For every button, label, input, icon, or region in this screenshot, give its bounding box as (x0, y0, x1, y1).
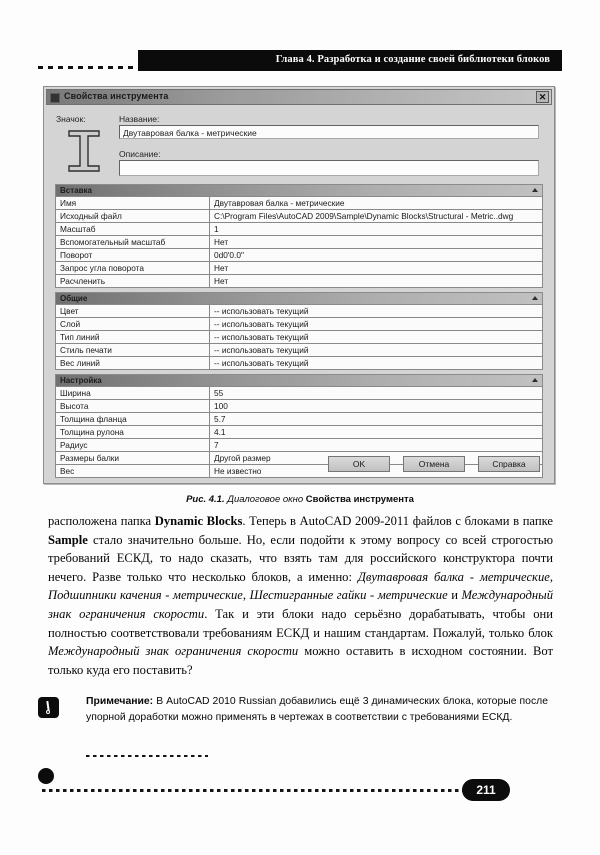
collapse-chevron-icon[interactable] (532, 378, 538, 382)
pen-tip (46, 710, 50, 714)
property-value[interactable]: 55 (210, 387, 543, 400)
property-key: Вес (56, 465, 210, 478)
property-key: Цвет (56, 305, 210, 318)
name-label: Название: (119, 114, 160, 124)
table-row[interactable] (56, 331, 543, 344)
property-value[interactable]: 7 (210, 439, 543, 452)
help-button[interactable]: Справка (478, 456, 540, 472)
property-table-insert (55, 196, 543, 288)
property-value[interactable]: -- использовать текущий (210, 331, 543, 344)
table-row[interactable] (56, 318, 543, 331)
section-header-insert[interactable] (55, 184, 543, 196)
table-row[interactable] (56, 344, 543, 357)
footer-bullet (38, 768, 54, 784)
cancel-button[interactable]: Отмена (403, 456, 465, 472)
property-key: Стиль печати (56, 344, 210, 357)
name-input[interactable]: Двутавровая балка - метрические (119, 125, 539, 139)
chapter-title-text: Глава 4. Разработка и создание своей библиотеки блоков (275, 54, 550, 65)
property-value[interactable]: 100 (210, 400, 543, 413)
dialog-titlebar[interactable] (46, 89, 552, 105)
description-label: Описание: (119, 149, 161, 159)
property-value[interactable]: 1 (210, 223, 543, 236)
icon-label: Значок: (56, 114, 86, 124)
property-key: Масштаб (56, 223, 210, 236)
table-row[interactable] (56, 197, 543, 210)
property-key: Расчленить (56, 275, 210, 288)
property-value[interactable]: Нет (210, 275, 543, 288)
table-row[interactable] (56, 400, 543, 413)
table-row[interactable] (56, 223, 543, 236)
table-row[interactable] (56, 357, 543, 370)
property-value[interactable]: -- использовать текущий (210, 305, 543, 318)
dialog-body (46, 106, 552, 482)
property-value[interactable]: Нет (210, 262, 543, 275)
dialog-title: Свойства инструмента (64, 91, 169, 101)
page-number-badge: 211 (462, 779, 510, 801)
figure-caption-middle: Диалоговое окно (224, 494, 306, 505)
table-row[interactable] (56, 426, 543, 439)
section-header-custom[interactable] (55, 374, 543, 386)
note-dotted-rule (86, 755, 208, 757)
pen-icon (38, 697, 59, 718)
property-value[interactable]: -- использовать текущий (210, 318, 543, 331)
property-value[interactable]: 5.7 (210, 413, 543, 426)
table-row[interactable] (56, 275, 543, 288)
property-key: Толщина фланца (56, 413, 210, 426)
table-row[interactable] (56, 439, 543, 452)
property-key: Исходный файл (56, 210, 210, 223)
property-key: Запрос угла поворота (56, 262, 210, 275)
property-table-general (55, 304, 543, 370)
collapse-chevron-icon[interactable] (532, 296, 538, 300)
collapse-chevron-icon[interactable] (532, 188, 538, 192)
table-row[interactable] (56, 262, 543, 275)
property-key: Имя (56, 197, 210, 210)
property-key: Поворот (56, 249, 210, 262)
property-value[interactable]: Двутавровая балка - метрические (210, 197, 543, 210)
property-key: Вспомогательный масштаб (56, 236, 210, 249)
dialog-button-row (46, 455, 552, 473)
chapter-title-bar (138, 50, 562, 71)
property-key: Радиус (56, 439, 210, 452)
property-value[interactable]: 4.1 (210, 426, 543, 439)
property-key: Ширина (56, 387, 210, 400)
table-row[interactable] (56, 210, 543, 223)
table-row[interactable] (56, 236, 543, 249)
tool-properties-dialog (43, 86, 555, 484)
property-value[interactable]: Нет (210, 236, 543, 249)
i-beam-preview-icon (64, 128, 104, 174)
header-dotted-rule (38, 66, 143, 69)
property-key: Тип линий (56, 331, 210, 344)
property-key: Вес линий (56, 357, 210, 370)
figure-number: Рис. 4.1. (186, 494, 225, 505)
property-key: Толщина рулона (56, 426, 210, 439)
footer-dotted-rule (42, 789, 467, 792)
property-key: Размеры балки (56, 452, 210, 465)
body-paragraph: расположена папка Dynamic Blocks. Теперь в AutoCAD 2009-2011 файлов с блоками в папке Sample стало значительно больше. Но, если подойти к этому вопросу со всей строгостью требований ЕСКД, то надо сказать, что взять там для российского конструктора почти нечего. Разве только что несколько блоков, а именно: Двутавровая балка - метрические, Подшипники качения - метрические, Шестигранные гайки - метрические и Международный знак ограничения скорости. Так и эти блоки надо серьёзно дорабатывать, чтобы они полностью соответствовали требованиям ЕСКД и нашим стандартам. Пожалуй, только блок Международный знак ограничения скорости можно оставить в исходном состоянии. Вот только куда его поставить? (48, 514, 554, 677)
figure-caption-bold: Свойства инструмента (305, 494, 414, 505)
property-value[interactable]: C:\Program Files\AutoCAD 2009\Sample\Dynamic Blocks\Structural - Metric..dwg (210, 210, 543, 223)
property-value[interactable]: -- использовать текущий (210, 357, 543, 370)
table-row[interactable] (56, 249, 543, 262)
section-header-general[interactable] (55, 292, 543, 304)
property-key: Высота (56, 400, 210, 413)
close-icon[interactable]: ✕ (536, 91, 549, 103)
property-value[interactable]: 0d0'0.0" (210, 249, 543, 262)
ok-button[interactable]: OK (328, 456, 390, 472)
property-value[interactable]: Другой размер (210, 452, 543, 465)
table-row[interactable] (56, 413, 543, 426)
property-key: Слой (56, 318, 210, 331)
running-header (0, 50, 600, 72)
application-icon (50, 93, 60, 103)
section-title: Общие (60, 294, 88, 303)
property-value[interactable]: -- использовать текущий (210, 344, 543, 357)
table-row[interactable] (56, 387, 543, 400)
property-value[interactable]: Не известно (210, 465, 543, 478)
description-input[interactable] (119, 160, 539, 176)
section-title: Вставка (60, 186, 92, 195)
table-row[interactable] (56, 305, 543, 318)
note-text: Примечание: В AutoCAD 2010 Russian добавились ещё 3 динамических блока, которые после упорной доработки можно применять в чертежах в соответствии с требованиями ЕСКД. (86, 696, 548, 723)
figure-caption (0, 494, 600, 505)
section-title: Настройка (60, 376, 102, 385)
